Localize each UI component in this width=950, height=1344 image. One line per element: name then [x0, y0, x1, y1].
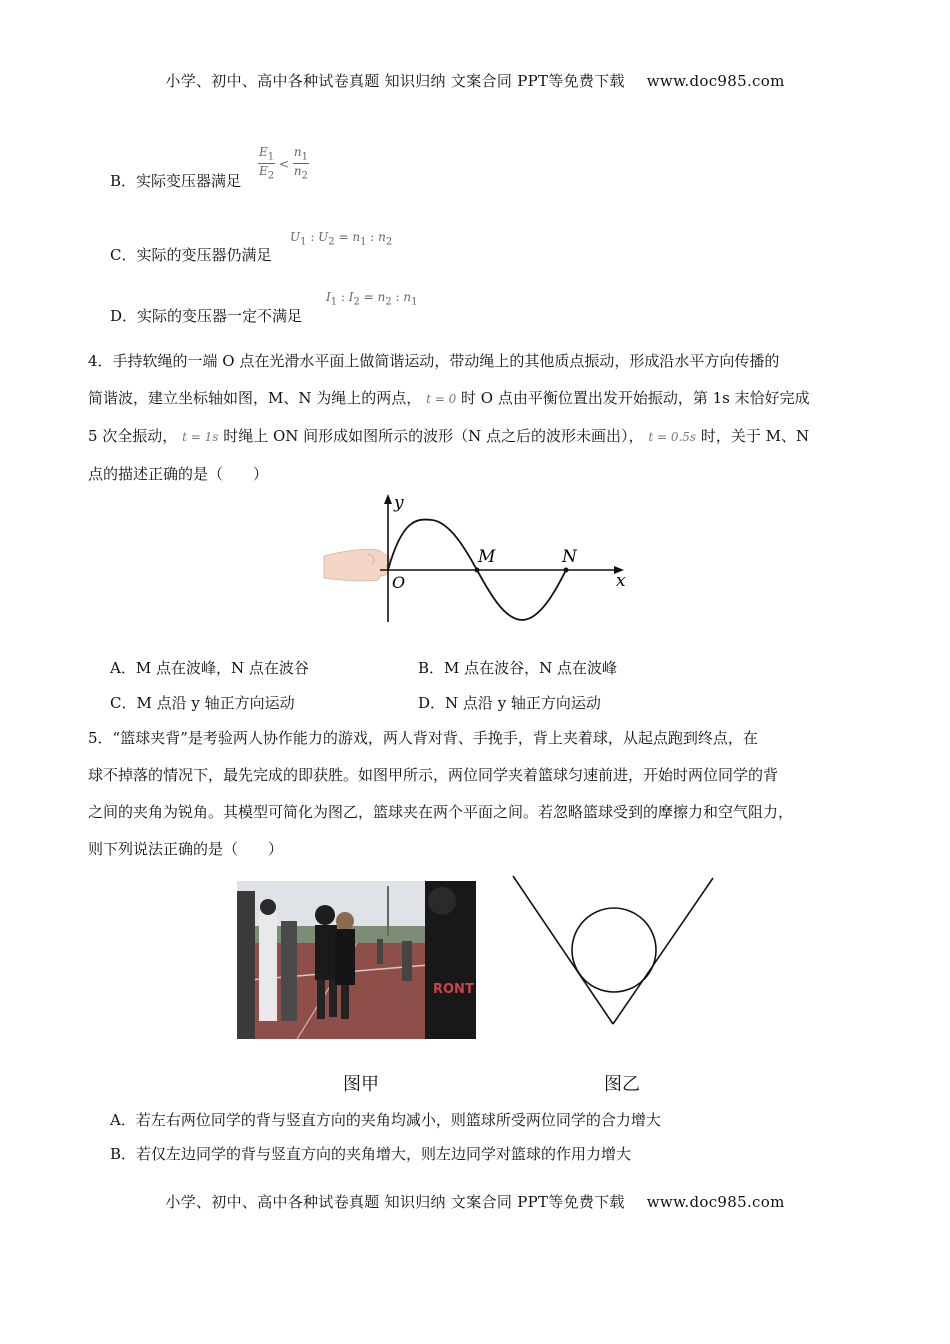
header-text: 小学、初中、高中各种试卷真题 知识归纳 文案合同 PPT等免费下载 [165, 72, 625, 90]
point-n [564, 568, 569, 573]
q5-option-b: B．若仅左边同学的背与竖直方向的夹角增大，则左边同学对篮球的作用力增大 [110, 1145, 632, 1163]
q3-option-b-label: B．实际变压器满足 [110, 172, 242, 190]
q5-line-2: 球不掉落的情况下，最先完成的即获胜。如图甲所示，两位同学夹着篮球匀速前进，开始时两位同学的背 [88, 766, 779, 784]
q3-b-formula: $\frac{E_1}{E_2}$ < $\frac{n_1}{n_2}$ [259, 145, 308, 182]
m-label: M [478, 547, 496, 567]
y-label: y [394, 493, 404, 513]
point-m [475, 568, 480, 573]
q4-stem [88, 343, 868, 493]
o-label: O [392, 573, 406, 592]
q5-stem [88, 720, 868, 868]
q3-option-c [110, 244, 271, 265]
q4-option-b: B．M 点在波谷，N 点在波峰 [418, 659, 618, 677]
q4-option-a: A．M 点在波峰，N 点在波谷 [110, 659, 309, 677]
left-plane [513, 876, 613, 1024]
q3-d-formula: $I_1$ : $I_2 = n_2$ : $n_1$ [326, 290, 418, 308]
caption-yi: 图乙 [604, 1074, 640, 1095]
q3-option-b [110, 170, 241, 191]
footer-text: 小学、初中、高中各种试卷真题 知识归纳 文案合同 PPT等免费下载 [165, 1193, 625, 1211]
basketball [572, 908, 656, 992]
hand-icon [324, 549, 390, 580]
right-plane [613, 878, 713, 1024]
q4-wave-figure [320, 490, 640, 630]
q4-line-1: 4．手持软绳的一端 O 点在光滑水平面上做简谐运动，带动绳上的其他质点振动，形成沿水平方向传播的 [88, 352, 780, 370]
x-label: x [616, 571, 626, 591]
q3-c-formula: $U_1$ : $U_2 = n_1$ : $n_2$ [290, 230, 393, 248]
header-url[interactable]: www.doc985.com [646, 72, 785, 90]
q4-option-c: C．M 点沿 y 轴正方向运动 [110, 694, 295, 712]
q4-option-d: D．N 点沿 y 轴正方向运动 [418, 694, 601, 712]
page-header [0, 70, 950, 91]
svg-text:RONT: RONT [433, 982, 474, 997]
q5-line-1: 5．“篮球夹背”是考验两人协作能力的游戏，两人背对背、手挽手，背上夹着球，从起点跑到终点，在 [88, 729, 758, 747]
q4-line-4: 点的描述正确的是（ ） [88, 465, 269, 483]
q5-line-4: 则下列说法正确的是（ ） [88, 840, 284, 858]
n-label: N [562, 547, 577, 567]
q3-option-d [110, 305, 302, 326]
y-axis-arrow [384, 494, 392, 504]
footer-url[interactable]: www.doc985.com [646, 1193, 785, 1211]
caption-jia: 图甲 [343, 1074, 379, 1095]
q3-option-d-label: D．实际的变压器一定不满足 [110, 307, 303, 325]
page-footer [0, 1191, 950, 1212]
q4-line-3: 5 次全振动， t = 1s 时绳上 ON 间形成如图所示的波形（N 点之后的波形未画出）， t = 0.5s 时，关于 M、N [88, 427, 810, 445]
q5-photo [237, 881, 476, 1039]
q5-option-a: A．若左右两位同学的背与竖直方向的夹角均减小，则篮球所受两位同学的合力增大 [110, 1111, 661, 1129]
q4-line-2: 简谐波，建立坐标轴如图，M、N 为绳上的两点， t = 0 时 O 点由平衡位置出发开始振动，第 1s 末恰好完成 [88, 389, 810, 407]
q5-line-3: 之间的夹角为锐角。其模型可简化为图乙，篮球夹在两个平面之间。若忽略篮球受到的摩擦力和空气阻力， [88, 803, 794, 821]
q5-diagram [505, 870, 720, 1030]
q3-option-c-label: C．实际的变压器仍满足 [110, 246, 272, 264]
